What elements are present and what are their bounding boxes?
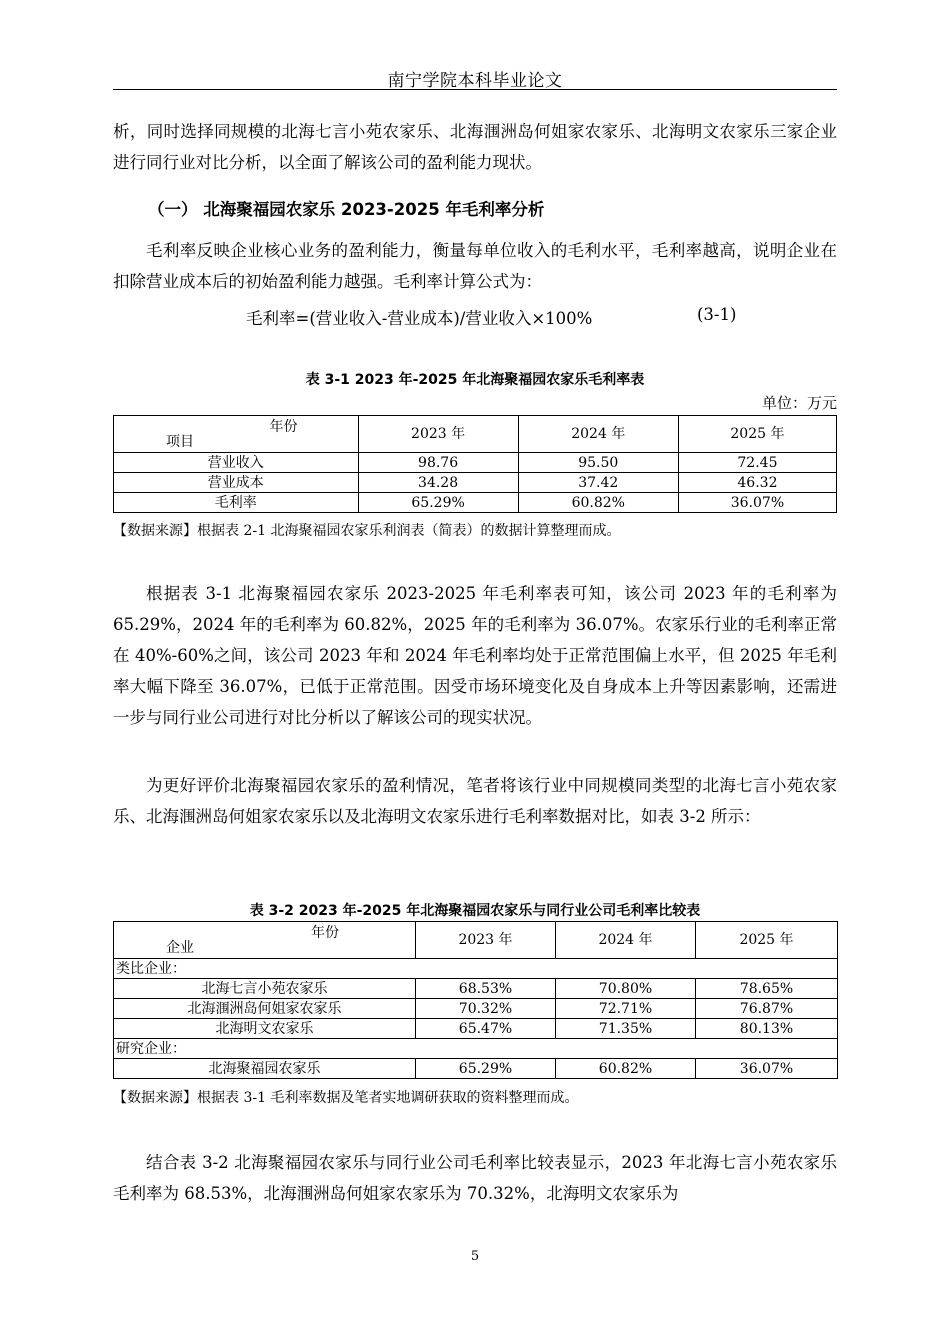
table1-source: 【数据来源】根据表 2-1 北海聚福园农家乐利润表（简表）的数据计算整理而成。 xyxy=(113,523,621,539)
corner-label-company: 企业 xyxy=(166,940,194,956)
table-cell: 65.29% xyxy=(416,1059,556,1079)
paragraph-analysis: 根据表 3-1 北海聚福园农家乐 2023-2025 年毛利率表可知，该公司 2023 年的毛利率为 65.29%，2024 年的毛利率为 60.82%，2025 年的毛利率为 36.07%。农家乐行业的毛利率正常在 40%-60%之间，该公司 2023 年和 2024 年毛利率均处于正常范围偏上水平，但 2025 年毛利率大幅下降至 36.07%，已低于正常范围。因受市场环境变化及自身成本上升等因素影响，还需进一步与同行业公司进行对比分析以了解该公司的现实状况。 xyxy=(113,584,837,727)
table1-unit: 单位：万元 xyxy=(761,394,837,412)
row-label: 毛利率 xyxy=(114,493,359,513)
table-row xyxy=(114,493,837,513)
table1 xyxy=(113,415,837,513)
page-number: 5 xyxy=(470,1249,480,1264)
table-cell: 46.32 xyxy=(678,473,836,493)
table-cell: 37.42 xyxy=(518,473,678,493)
year-header: 2023 年 xyxy=(416,922,556,959)
table-cell: 72.71% xyxy=(556,999,696,1019)
formula-number: (3-1) xyxy=(697,305,737,324)
table-row xyxy=(114,999,838,1019)
formula: 毛利率=(营业收入-营业成本)/营业收入×100% xyxy=(246,309,593,328)
year-header: 2025 年 xyxy=(696,922,838,959)
table-cell: 34.28 xyxy=(358,473,518,493)
table-header-row xyxy=(114,416,837,453)
table-row xyxy=(114,1059,838,1079)
table-cell: 65.29% xyxy=(358,493,518,513)
table-corner-cell xyxy=(114,922,416,959)
corner-label-year: 年份 xyxy=(269,419,298,435)
group-label-comparables: 类比企业： xyxy=(114,959,838,979)
table2-source: 【数据来源】根据表 3-1 毛利率数据及笔者实地调研获取的资料整理而成。 xyxy=(113,1090,579,1106)
table-cell: 76.87% xyxy=(696,999,838,1019)
header-rule xyxy=(113,89,837,90)
paragraph-definition: 毛利率反映企业核心业务的盈利能力，衡量每单位收入的毛利水平，毛利率越高，说明企业在扣除营业成本后的初始盈利能力越强。毛利率计算公式为： xyxy=(113,241,837,291)
row-label: 营业收入 xyxy=(114,453,359,473)
table-cell: 70.80% xyxy=(556,979,696,999)
table-cell: 60.82% xyxy=(556,1059,696,1079)
row-label: 北海聚福园农家乐 xyxy=(114,1059,416,1079)
table1-caption: 表 3-1 2023 年-2025 年北海聚福园农家乐毛利率表 xyxy=(305,372,645,388)
group-label-research: 研究企业： xyxy=(114,1039,838,1059)
table-row xyxy=(114,1019,838,1039)
table-cell: 36.07% xyxy=(678,493,836,513)
row-label: 北海明文农家乐 xyxy=(114,1019,416,1039)
year-header: 2024 年 xyxy=(518,416,678,453)
row-label: 营业成本 xyxy=(114,473,359,493)
table-cell: 68.53% xyxy=(416,979,556,999)
table-row xyxy=(114,473,837,493)
paragraph-intro: 析，同时选择同规模的北海七言小苑农家乐、北海涠洲岛何姐家农家乐、北海明文农家乐三家企业进行同行业对比分析，以全面了解该公司的盈利能力现状。 xyxy=(113,122,837,172)
table-row xyxy=(114,453,837,473)
group-row xyxy=(114,1039,838,1059)
table-row xyxy=(114,979,838,999)
row-label: 北海涠洲岛何姐家农家乐 xyxy=(114,999,416,1019)
table-cell: 98.76 xyxy=(358,453,518,473)
table2 xyxy=(113,921,838,1079)
corner-label-item: 项目 xyxy=(166,434,194,450)
table-cell: 72.45 xyxy=(678,453,836,473)
year-header: 2023 年 xyxy=(358,416,518,453)
table-cell: 70.32% xyxy=(416,999,556,1019)
paragraph-comparison-result: 结合表 3-2 北海聚福园农家乐与同行业公司毛利率比较表显示，2023 年北海七言小苑农家乐毛利率为 68.53%，北海涠洲岛何姐家农家乐为 70.32%，北海明文农家乐为 xyxy=(113,1153,837,1203)
table-cell: 78.65% xyxy=(696,979,838,999)
table-cell: 95.50 xyxy=(518,453,678,473)
table-cell: 71.35% xyxy=(556,1019,696,1039)
year-header: 2024 年 xyxy=(556,922,696,959)
table-cell: 36.07% xyxy=(696,1059,838,1079)
corner-label-year: 年份 xyxy=(311,925,339,941)
table-cell: 80.13% xyxy=(696,1019,838,1039)
paragraph-comparison-intro: 为更好评价北海聚福园农家乐的盈利情况，笔者将该行业中同规模同类型的北海七言小苑农家乐、北海涠洲岛何姐家农家乐以及北海明文农家乐进行毛利率数据对比，如表 3-2 所示： xyxy=(113,776,837,826)
year-header: 2025 年 xyxy=(678,416,836,453)
row-label: 北海七言小苑农家乐 xyxy=(114,979,416,999)
group-row xyxy=(114,959,838,979)
table-cell: 60.82% xyxy=(518,493,678,513)
table-header-row xyxy=(114,922,838,959)
table2-caption: 表 3-2 2023 年-2025 年北海聚福园农家乐与同行业公司毛利率比较表 xyxy=(249,903,701,919)
table-corner-cell xyxy=(114,416,359,453)
table-cell: 65.47% xyxy=(416,1019,556,1039)
running-header: 南宁学院本科毕业论文 xyxy=(387,71,563,91)
section-heading: （一） 北海聚福园农家乐 2023-2025 年毛利率分析 xyxy=(148,200,545,219)
